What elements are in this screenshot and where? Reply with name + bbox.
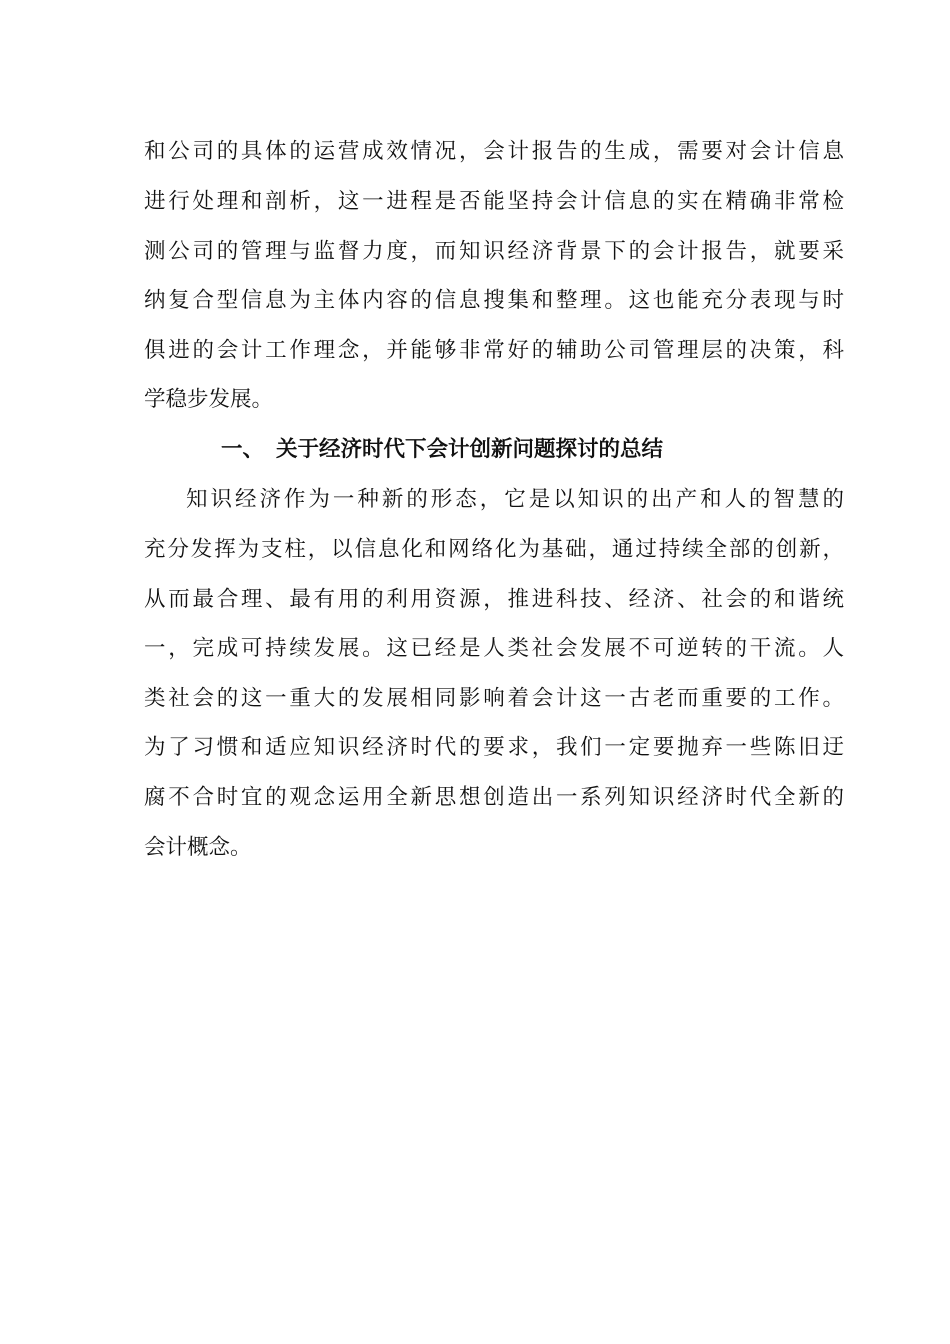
paragraph-1-line-6: 学稳步发展。 [144, 387, 274, 412]
section-title: 关于经济时代下会计创新问题探讨的总结 [276, 437, 664, 462]
paragraph-1-line-5: 俱进的会计工作理念，并能够非常好的辅助公司管理层的决策，科 [144, 338, 844, 363]
paragraph-1-line-1: 和公司的具体的运营成效情况，会计报告的生成，需要对会计信息 [144, 139, 844, 164]
paragraph-2-line-1: 知识经济作为一种新的形态，它是以知识的出产和人的智慧的 [186, 487, 844, 512]
section-heading [221, 435, 663, 465]
paragraph-2-line-2: 充分发挥为支柱，以信息化和网络化为基础，通过持续全部的创新， [144, 537, 844, 562]
paragraph-2-line-7: 腐不合时宜的观念运用全新思想创造出一系列知识经济时代全新的 [144, 785, 844, 810]
paragraph-1-line-2: 进行处理和剖析，这一进程是否能坚持会计信息的实在精确非常检 [144, 189, 844, 214]
paragraph-2-line-6: 为了习惯和适应知识经济时代的要求，我们一定要抛弃一些陈旧迂 [144, 735, 844, 760]
paragraph-1-line-3: 测公司的管理与监督力度，而知识经济背景下的会计报告，就要采 [144, 239, 844, 264]
paragraph-2-line-8: 会计概念。 [144, 835, 252, 860]
paragraph-2-line-4: 一，完成可持续发展。这已经是人类社会发展不可逆转的干流。人 [144, 636, 844, 661]
paragraph-1-line-4: 纳复合型信息为主体内容的信息搜集和整理。这也能充分表现与时 [144, 288, 844, 313]
section-number: 一、 [221, 437, 265, 462]
paragraph-2-line-5: 类社会的这一重大的发展相同影响着会计这一古老而重要的工作。 [144, 686, 844, 711]
paragraph-2-line-3: 从而最合理、最有用的利用资源，推进科技、经济、社会的和谐统 [144, 587, 844, 612]
